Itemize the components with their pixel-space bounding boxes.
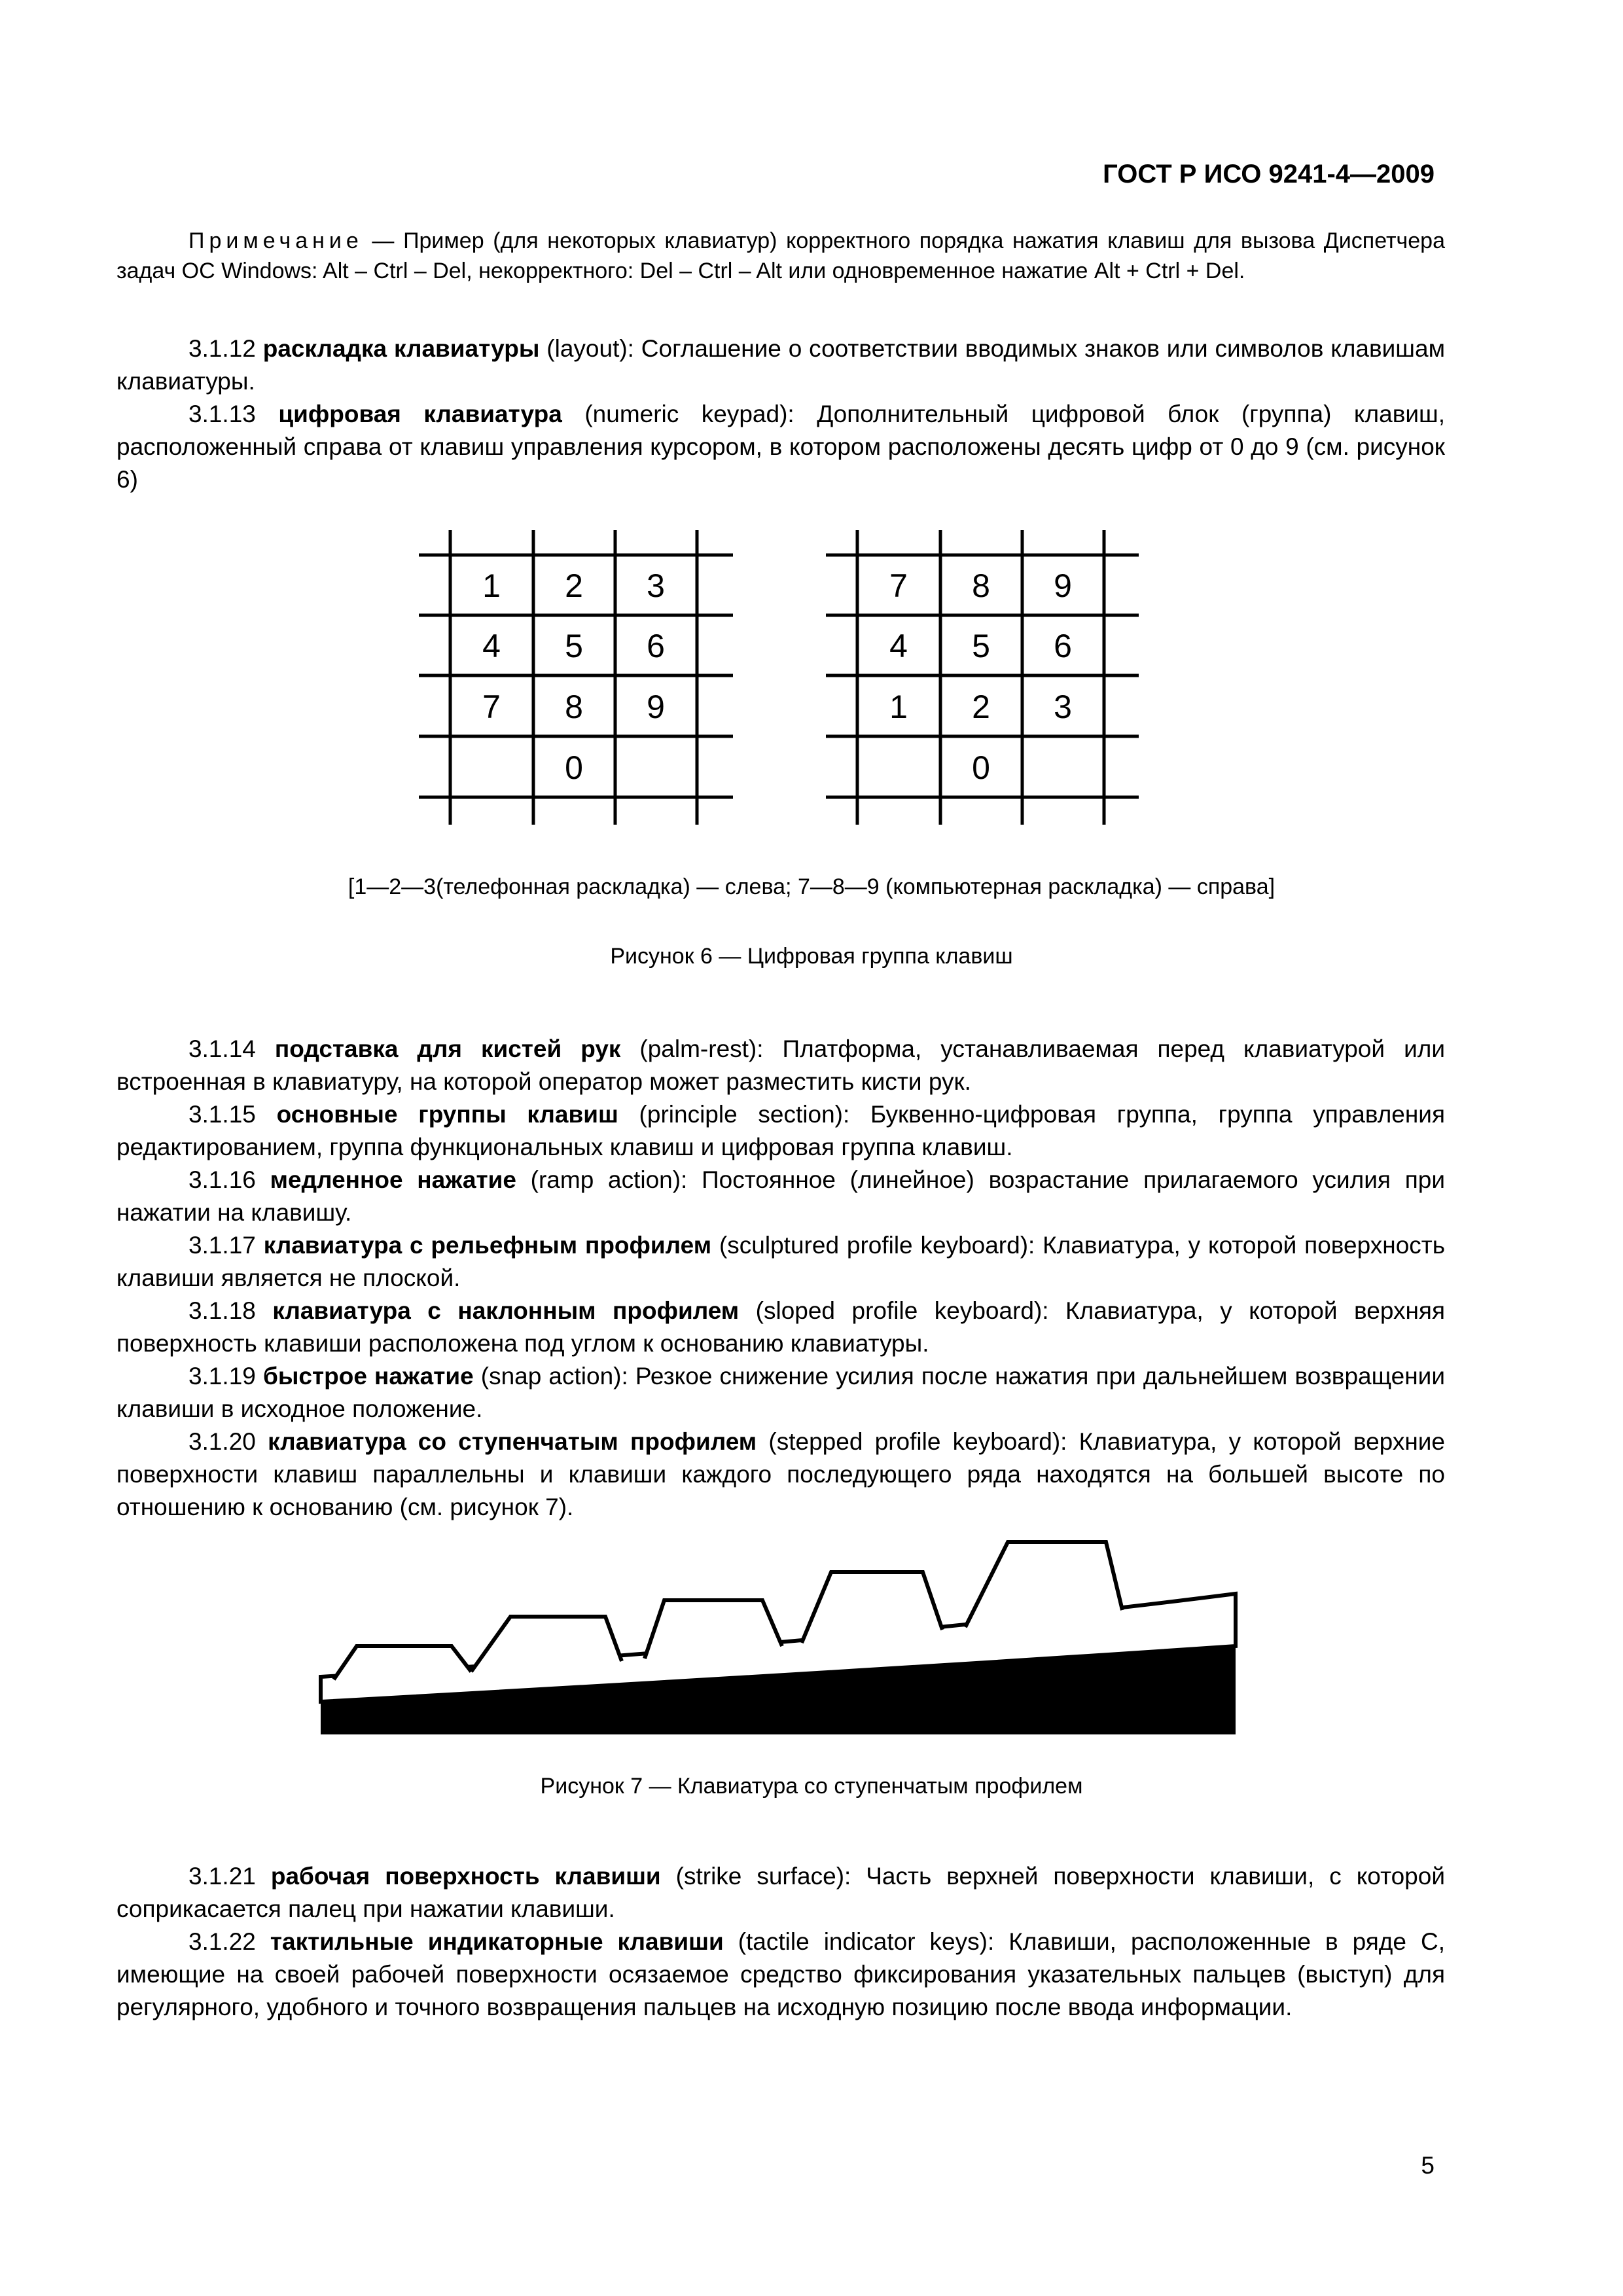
- term-definition: (layout): Соглашение о соответствии вводимых знаков или символов клавишам клавиатуры.: [116, 335, 1446, 395]
- key-right-r3c3: 3: [1054, 689, 1072, 725]
- key-left-r3c2: 8: [565, 689, 583, 725]
- key-left-r4c2: 0: [565, 749, 583, 786]
- term-definition: (stepped profile keyboard): Клавиатура, у которой верхние поверхности клавиш параллельны и клавиши каждого последующего ряда находятся на большей высоте по отношению к основанию (см. рисунок 7).: [116, 1428, 1446, 1520]
- key-right-r1c1: 7: [889, 567, 908, 604]
- term-name: раскладка клавиатуры: [262, 335, 540, 362]
- term-3-1-17: [116, 1229, 1445, 1295]
- term-definition: (sloped profile keyboard): Клавиатура, у которой верхняя поверхность клавиши расположена под углом к основанию клавиатуры.: [116, 1297, 1445, 1357]
- term-number: 3.1.19: [188, 1363, 256, 1390]
- term-number: 3.1.14: [188, 1035, 256, 1062]
- key-right-r2c2: 5: [972, 628, 990, 664]
- key-left-r1c1: 1: [482, 567, 501, 604]
- figure-6-legend: [1—2—3(телефонная раскладка) — слева; 7—8—9 (компьютерная раскладка) — справа]: [348, 874, 1275, 899]
- stepped-keyboard-diagram: [0, 1532, 1623, 1754]
- term-name: подставка для кистей рук: [274, 1035, 621, 1062]
- figure-7: [0, 1532, 1623, 1754]
- key-left-r1c2: 2: [565, 567, 583, 604]
- term-3-1-16: [116, 1164, 1445, 1229]
- term-name: медленное нажатие: [270, 1166, 516, 1193]
- term-definition: (sculptured profile keyboard): Клавиатура, у которой поверхность клавиши является не плоской.: [116, 1232, 1445, 1291]
- key-left-r3c1: 7: [482, 689, 501, 725]
- term-name: быстрое нажатие: [262, 1363, 474, 1390]
- term-name: клавиатура с рельефным профилем: [263, 1232, 712, 1259]
- figure-7-caption: Рисунок 7 — Клавиатура со ступенчатым профилем: [540, 1774, 1083, 1799]
- term-number: 3.1.17: [188, 1232, 256, 1259]
- term-number: 3.1.18: [188, 1297, 256, 1324]
- key-left-r2c1: 4: [482, 628, 501, 664]
- term-definition: (snap action): Резкое снижение усилия после нажатия при дальнейшем возвращении клавиши в исходное положение.: [116, 1363, 1445, 1422]
- key-right-r1c3: 9: [1054, 567, 1072, 604]
- term-definition: (strike surface): Часть верхней поверхности клавиши, с которой соприкасается палец при нажатии клавиши.: [116, 1863, 1446, 1922]
- note-text: — Пример (для некоторых клавиатур) корректного порядка нажатия клавиш для вызова Диспетчера задач ОС Windows: Alt – Ctrl – Del, некорректного: Del – Ctrl – Alt или одновременное нажатие Alt + Ctrl + Del.: [116, 228, 1445, 283]
- key-right-r2c1: 4: [889, 628, 908, 664]
- term-3-1-22: [116, 1926, 1445, 2024]
- note-paragraph: [116, 226, 1445, 286]
- term-3-1-14: [116, 1033, 1445, 1098]
- term-definition: (tactile indicator keys): Клавиши, расположенные в ряде С, имеющие на своей рабочей поверхности осязаемое средство фиксирования указательных пальцев (выступ) для регулярного, удобного и точного возвращения пальцев на исходную позицию после ввода информации.: [116, 1928, 1445, 2020]
- term-3-1-19: [116, 1360, 1445, 1426]
- key-left-r2c3: 6: [647, 628, 665, 664]
- note-label: Примечание: [188, 228, 363, 253]
- term-definition: (numeric keypad): Дополнительный цифровой блок (группа) клавиш, расположенный справа от клавиш управления курсором, в котором расположены десять цифр от 0 до 9 (см. рисунок 6): [116, 401, 1445, 493]
- term-3-1-15: [116, 1098, 1445, 1164]
- term-definition: (principle section): Буквенно-цифровая группа, группа управления редактированием, группа функциональных клавиш и цифровая группа клавиш.: [116, 1101, 1445, 1160]
- term-number: 3.1.21: [188, 1863, 256, 1890]
- term-3-1-12: [116, 332, 1445, 398]
- keypad-diagrams: [0, 524, 1623, 838]
- figure-6: [0, 524, 1623, 838]
- key-left-r1c3: 3: [647, 567, 665, 604]
- key-right-r4c2: 0: [972, 749, 990, 786]
- term-number: 3.1.16: [188, 1166, 256, 1193]
- term-3-1-21: [116, 1860, 1445, 1926]
- key-right-r1c2: 8: [972, 567, 990, 604]
- figure-6-caption: Рисунок 6 — Цифровая группа клавиш: [610, 944, 1013, 969]
- term-definition: (palm-rest): Платформа, устанавливаемая перед клавиатурой или встроенная в клавиатуру, на которой оператор может разместить кисти рук.: [116, 1035, 1445, 1095]
- term-name: рабочая поверхность клавиши: [270, 1863, 661, 1890]
- key-right-r2c3: 6: [1054, 628, 1072, 664]
- term-number: 3.1.22: [188, 1928, 256, 1955]
- term-definition: (ramp action): Постоянное (линейное) возрастание прилагаемого усилия при нажатии на клавишу.: [116, 1166, 1445, 1226]
- key-right-r3c2: 2: [972, 689, 990, 725]
- term-name: клавиатура с наклонным профилем: [272, 1297, 740, 1324]
- key-right-r3c1: 1: [889, 689, 908, 725]
- term-name: цифровая клавиатура: [278, 401, 562, 427]
- page-number: 5: [1421, 2152, 1435, 2179]
- term-3-1-20: [116, 1426, 1445, 1524]
- term-name: тактильные индикаторные клавиши: [270, 1928, 724, 1955]
- term-number: 3.1.15: [188, 1101, 256, 1128]
- key-left-r3c3: 9: [647, 689, 665, 725]
- term-number: 3.1.12: [188, 335, 256, 362]
- term-number: 3.1.20: [188, 1428, 256, 1455]
- term-3-1-18: [116, 1295, 1445, 1360]
- term-3-1-13: [116, 398, 1445, 496]
- term-name: основные группы клавиш: [276, 1101, 618, 1128]
- document-code: ГОСТ Р ИСО 9241-4—2009: [1103, 160, 1435, 188]
- term-name: клавиатура со ступенчатым профилем: [268, 1428, 757, 1455]
- term-number: 3.1.13: [188, 401, 256, 427]
- key-left-r2c2: 5: [565, 628, 583, 664]
